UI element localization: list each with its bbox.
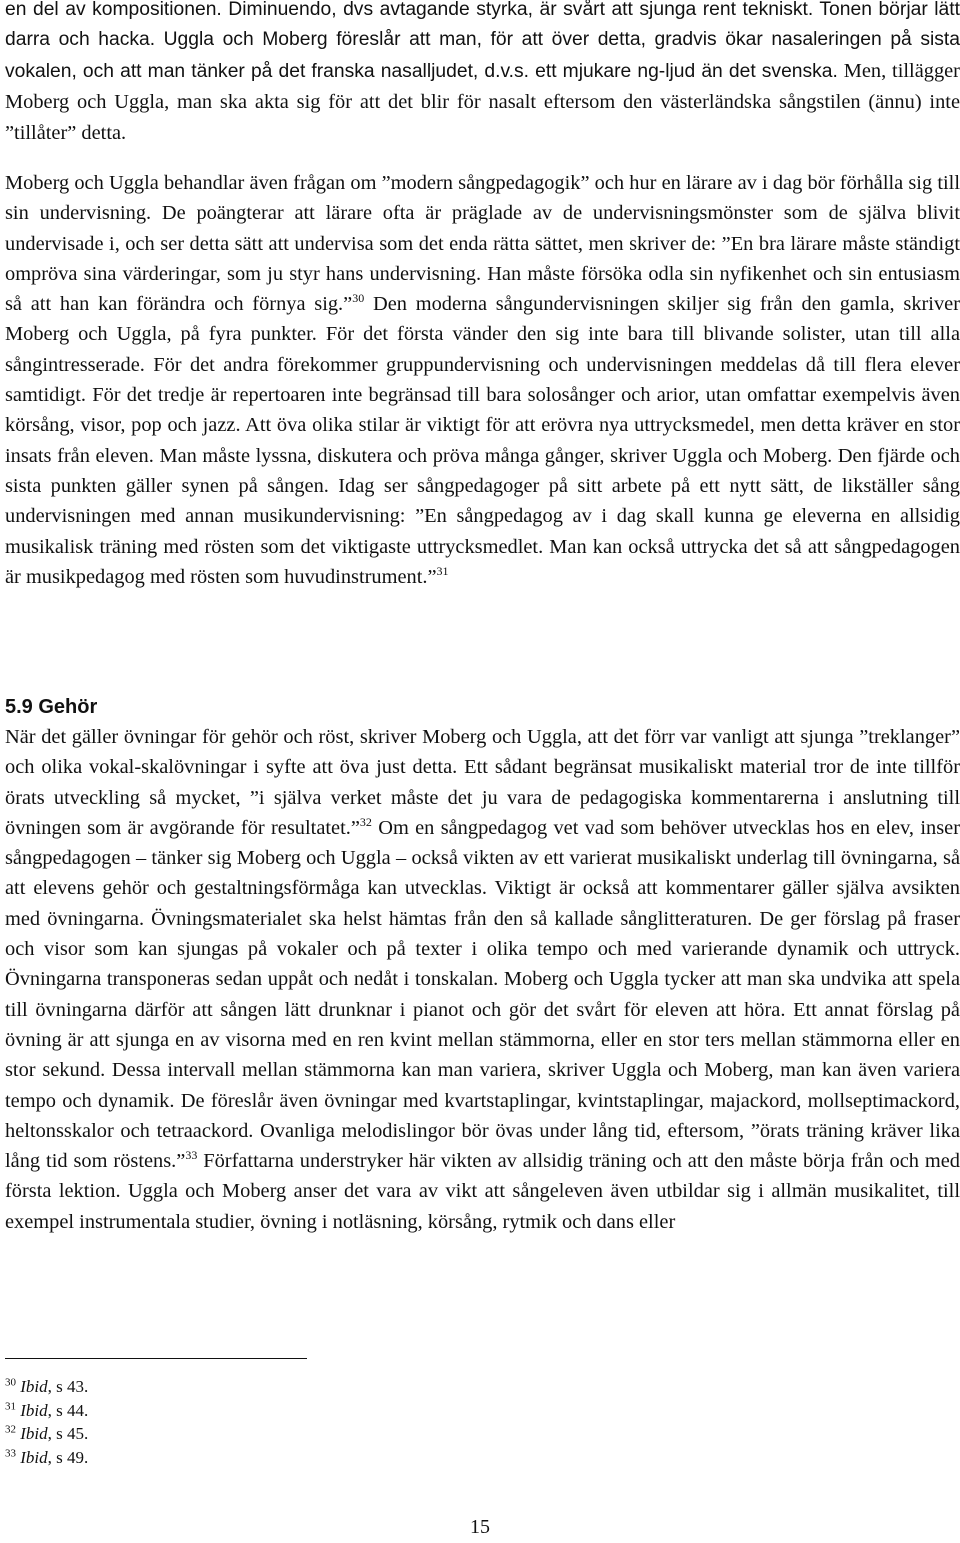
footnote-page: , s 49. [47, 1447, 89, 1467]
footnote-source: Ibid [20, 1447, 48, 1467]
page-number: 15 [470, 1516, 490, 1538]
footnote-divider [5, 1358, 307, 1359]
paragraph-text: Om en sångpedagog vet vad som behöver utvecklas hos en elev, inser sångpedagogen – tänker sig Moberg och Uggla – också vikten av ett varierat musikaliskt underlag till övningarna, så att elevens gehör och gestaltningsförmåga kan utvecklas. Viktigt är också att kommentarer gäller själva avsikten med övningarna. Övningsmaterialet ska helst hämtas från den så kallade sånglitteraturen. De ger förslag på fraser och visor som kan sjungas på vokaler och på texter i olika tempo och med varierande dynamik och uttryck. Övningarna transponeras sedan uppåt och nedåt i tonskalan. Moberg och Uggla tycker att man ska undvika att spela till övningarna därför att sången lätt drunknar i pianot och gör det svårt för eleven att höra. Ett annat förslag på övning är att sjunga en av visorna med en ren kvint mellan stämmorna, eller en stor ters mellan stämmorna eller en stor sekund. Dessa intervall mellan stämmorna kan man variera, skriver Uggla och Moberg, man kan även variera tempo och dynamik. De föreslår även övningar med kvartstaplingar, kvintstaplingar, majackord, mollseptimackord, heltonsskalor och tetraackord. Ovanliga melodislingor bör övas under lång tid, eftersom, ”örats träning kräver lika lång tid som röstens.” [5, 816, 960, 1173]
paragraph-text: Men, tillägger Moberg och Uggla, man ska akta sig för att det blir för nasalt eftersom den västerländska sångstilen (ännu) inte ”tillåter” detta. [5, 59, 960, 145]
paragraph-nasalering [5, 0, 960, 149]
paragraph-text: en del av kompositionen. Diminuendo, dvs avtagande styrka, är svårt att sjunga rent tekniskt. Tonen börjar lätt darra och hacka. Uggla och Moberg föreslår att man, för att över detta, gradvis ökar nasaleringen på sista vokalen, och att man tänker på det franska nasalljudet, d.v.s. ett mjukare ng-ljud än det svenska. [5, 0, 960, 82]
footnote-ref[interactable]: 30 [352, 291, 365, 306]
footnotes [5, 1375, 88, 1469]
footnote-ref[interactable]: 32 [359, 815, 372, 830]
section-heading: 5.9 Gehör [5, 696, 98, 718]
footnote [5, 1422, 88, 1446]
footnote-source: Ibid [20, 1400, 48, 1420]
paragraph-modern-sangpedagogik [5, 168, 960, 592]
footnote-number: 32 [5, 1423, 16, 1436]
footnote-source: Ibid [20, 1424, 48, 1443]
footnote-page: , s 44. [47, 1400, 89, 1420]
footnote-source: Ibid [20, 1377, 48, 1396]
paragraph-text: Författarna understryker här vikten av allsidig träning och att den måste börja från och med första lektion. Uggla och Moberg anser det vara av vikt att sångeleven även utbildar sig i allmän musikalitet, till exempel instrumentala studier, övning i notläsning, körsång, rytmik och dans eller [5, 1150, 960, 1233]
footnote-page: , s 43. [47, 1377, 89, 1396]
footnote-number: 31 [5, 1399, 16, 1412]
paragraph-text: När det gäller övningar för gehör och röst, skriver Moberg och Uggla, att det förr var vanligt att sjunga ”treklanger” och olika vokal-skalövningar i syfte att öva just detta. Ett sådant begränsat musikaliskt material tror de inte tillför örats utveckling så mycket, ”i själva verket måste det ju vara de pedagogiska kommentarerna i anslutning till övningen som är avgörande för resultatet.” [5, 726, 960, 839]
footnote-ref[interactable]: 31 [436, 564, 449, 579]
footnote-ref[interactable]: 33 [185, 1148, 198, 1163]
footnote-page: , s 45. [47, 1424, 89, 1443]
footnote-number: 30 [5, 1376, 16, 1389]
footnote [5, 1399, 88, 1423]
paragraph-text: Moberg och Uggla behandlar även frågan om ”modern sångpedagogik” och hur en lärare av i dag bör förhålla sig till sin undervisning. De poängterar att lärare ofta är präglade av de undervisningsmönster som de själva blivit undervisade i, och ser detta sätt att undervisa som det enda rätta sättet, men skriver de: ”En bra lärare måste ständigt ompröva sina värderingar, som ju styr hans undervisning. Han måste försöka odla sin nyfikenhet och sin entusiasm så att han kan förändra och förnya sig.” [5, 172, 960, 316]
footnote [5, 1375, 88, 1399]
paragraph-text: Den moderna sångundervisningen skiljer sig från den gamla, skriver Moberg och Uggla, på fyra punkter. För det första vänder den sig inte bara till blivande solister, utan till alla sångintresserade. För det andra förekommer gruppundervisning och undervisningen meddelas då till flera elever samtidigt. För det tredje är repertoaren inte begränsad till bara solosånger och arior, utan omfattar exempelvis även körsång, visor, pop och jazz. Att öva olika stilar är viktigt för att erövra nya uttrycksmedel, men detta kräver en stor insats från eleven. Man måste lyssna, diskutera och pröva många gånger, skriver Uggla och Moberg. Den fjärde och sista punkten gäller synen på sången. Idag ser sångpedagoger på sitt arbete på ett nytt sätt, de likställer sång undervisningen med annan musikundervisning: ”En sångpedagog av i dag skall kunna ge eleverna en allsidig musikalisk träning med rösten som det viktigaste uttrycksmedlet. Man kan också uttrycka det så att sångpedagogen är musikpedagog med rösten som huvudinstrument.” [5, 293, 960, 588]
paragraph-gehor [5, 722, 960, 1237]
footnote-number: 33 [5, 1446, 16, 1459]
footnote [5, 1446, 88, 1470]
